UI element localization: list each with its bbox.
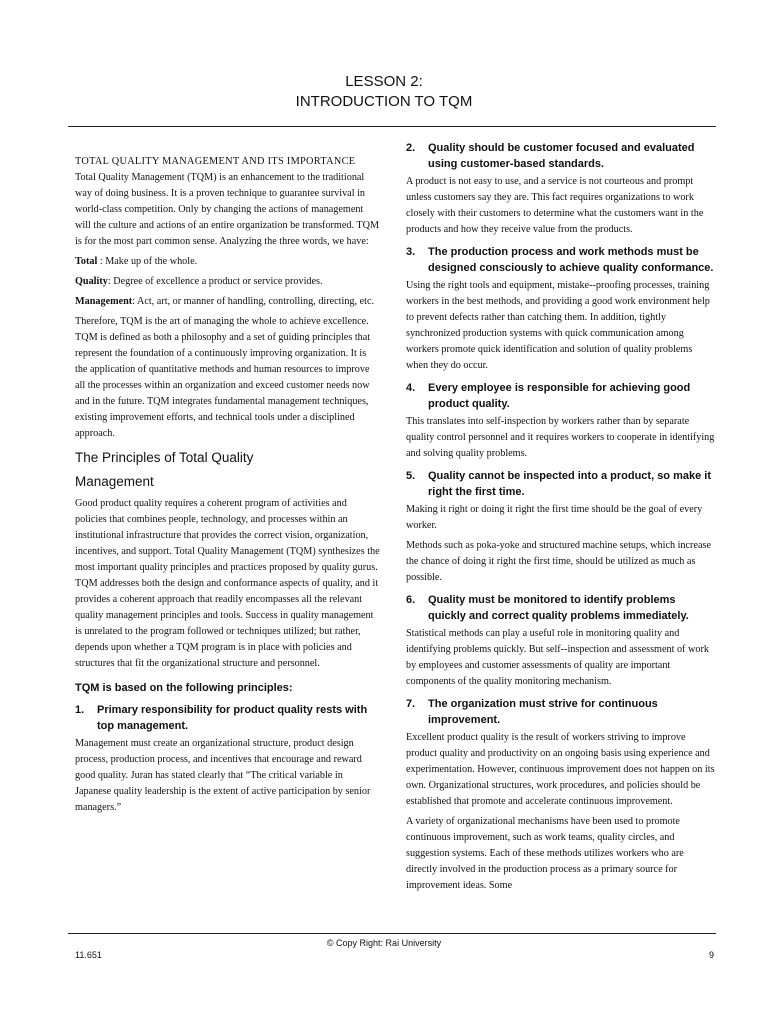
- definition-quality: [75, 274, 380, 290]
- principle-title: Every employee is responsible for achieving good product quality.: [428, 382, 691, 410]
- principle-title: The production process and work methods must be designed consciously to achieve quality conformance.: [428, 246, 714, 274]
- definition-text: : Act, art, or manner of handling, controlling, directing, etc.: [132, 296, 375, 307]
- principle-title: The organization must strive for continuous improvement.: [428, 698, 658, 726]
- section-title: TOTAL QUALITY MANAGEMENT AND ITS IMPORTANCE: [75, 156, 356, 167]
- principle-number: 2.: [406, 142, 416, 154]
- principle-paragraph: Using the right tools and equipment, mistake--proofing processes, training workers in the best methods, and providing a good work environment help to prevent defects rather than catching them. In addition, tightly synchronized production systems with quick communication among workers promote quick identification and solution of quality problems when they do occur.: [406, 280, 710, 371]
- principle-heading: [406, 244, 716, 276]
- principle-number: 5.: [406, 470, 416, 482]
- principle-paragraph: A product is not easy to use, and a service is not courteous and prompt unless customers say they are. This fact requires organizations to work closely with their customers to determine what the customers want in the products and how they receive value from the products.: [406, 176, 704, 235]
- principle-number: 3.: [406, 246, 416, 258]
- principle-title: Quality should be customer focused and evaluated using customer-based standards.: [428, 142, 695, 170]
- principles-paragraph: Good product quality requires a coherent program of activities and policies that combines people, technology, and processes within an institutional infrastructure that provides the correct vision, organization, incentives, and support. Total Quality Management (TQM) synthesizes the most important quality principles and practices proposed by quality gurus. TQM addresses both the design and conformance aspects of quality, and it provides a coherent approach that readily encompasses all the relevant quality management principles and tools. Success in quality management is unrelated to the program followed or techniques utilized; but rather, depends upon whether a TQM program is in place with policies and structures that fit the organizational structure and personnel.: [75, 498, 380, 669]
- principles-heading-line: The Principles of Total Quality: [75, 450, 254, 465]
- principle-heading: [75, 702, 380, 734]
- lesson-number: LESSON 2:: [345, 73, 423, 90]
- page-number: 9: [708, 950, 714, 960]
- principle-title: Quality cannot be inspected into a product, so make it right the first time.: [428, 470, 711, 498]
- principle-paragraph: Making it right or doing it right the first time should be the goal of every worker.: [406, 504, 703, 531]
- bottom-divider: [68, 933, 716, 934]
- top-divider: [68, 126, 716, 127]
- principle-paragraph: Statistical methods can play a useful role in monitoring quality and identifying problems quickly. But self--inspection and assessment of work by employees and customer assessments of quality are important components of the quality monitoring mechanism.: [406, 628, 709, 687]
- footer-copyright: © Copy Right: Rai University: [326, 938, 442, 948]
- principle-number: 7.: [406, 698, 416, 710]
- principle-paragraph: Excellent product quality is the result of workers striving to improve product quality and productivity on an ongoing basis using experience and experimentation. However, continuous improvement does not happen on its own. Organizational structures, work procedures, and policies should be established that promote and accelerate continuous improvement.: [406, 732, 715, 807]
- definition-total: [75, 254, 380, 270]
- principle-heading: [406, 380, 716, 412]
- principles-heading: [75, 446, 380, 494]
- definition-management: [75, 294, 380, 310]
- principle-number: 1.: [75, 704, 85, 716]
- principle-heading: [406, 140, 716, 172]
- principle-title: Primary responsibility for product quality rests with top management.: [97, 704, 368, 732]
- principle-paragraph: This translates into self-inspection by workers rather than by separate quality control personnel and it requires workers to cooperate in identifying and solving quality problems.: [406, 416, 715, 459]
- lesson-title: INTRODUCTION TO TQM: [295, 93, 473, 110]
- principle-heading: [406, 696, 716, 728]
- definition-term: Management: [75, 296, 133, 307]
- principle-heading: [406, 592, 716, 624]
- right-column: [406, 140, 716, 898]
- therefore-paragraph: Therefore, TQM is the art of managing the whole to achieve excellence. TQM is defined as both a philosophy and a set of guiding principles that represent the foundation of a continuously improving organization. It is the application of quantitative methods and human resources to improve all the processes within an organization and exceed customer needs now and in the future. TQM integrates fundamental management techniques, existing improvement efforts, and technical tools under a disciplined approach.: [75, 316, 371, 439]
- definition-text: : Degree of excellence a product or service provides.: [107, 276, 323, 287]
- principle-number: 6.: [406, 594, 416, 606]
- definition-text: : Make up of the whole.: [97, 256, 198, 267]
- footer-code: 11.651: [75, 950, 102, 960]
- principle-number: 4.: [406, 382, 416, 394]
- lesson-header: [0, 72, 768, 112]
- definition-term: Quality: [75, 276, 108, 287]
- principle-heading: [406, 468, 716, 500]
- principles-heading-line: Management: [75, 474, 154, 489]
- principle-title: Quality must be monitored to identify problems quickly and correct quality problems immediately.: [428, 594, 689, 622]
- intro-paragraph: Total Quality Management (TQM) is an enhancement to the traditional way of doing business. It is a proven technique to guarantee survival in world-class competition. Only by changing the actions of management will the culture and actions of an entire organization be transformed. TQM is for the most part common sense. Analyzing the three words, we have:: [75, 172, 380, 247]
- principle-paragraph: Methods such as poka-yoke and structured machine setups, which increase the chance of doing it right the first time, should be utilized as much as possible.: [406, 540, 711, 583]
- based-on-heading: TQM is based on the following principles:: [75, 682, 293, 694]
- principle-paragraph: Management must create an organizational structure, product design process, production process, and incentives that encourage and reward good quality. Juran has stated clearly that “The critical variable in Japanese quality leadership is the extent of active participation by senior managers.”: [75, 738, 371, 813]
- principle-paragraph: A variety of organizational mechanisms have been used to promote continuous improvement, such as work teams, quality circles, and suggestion systems. Each of these methods utilizes workers who are directly involved in the production process as a primary source for improvement ideas. Some: [406, 816, 684, 891]
- left-column: [75, 140, 380, 820]
- definition-term: Total: [75, 256, 98, 267]
